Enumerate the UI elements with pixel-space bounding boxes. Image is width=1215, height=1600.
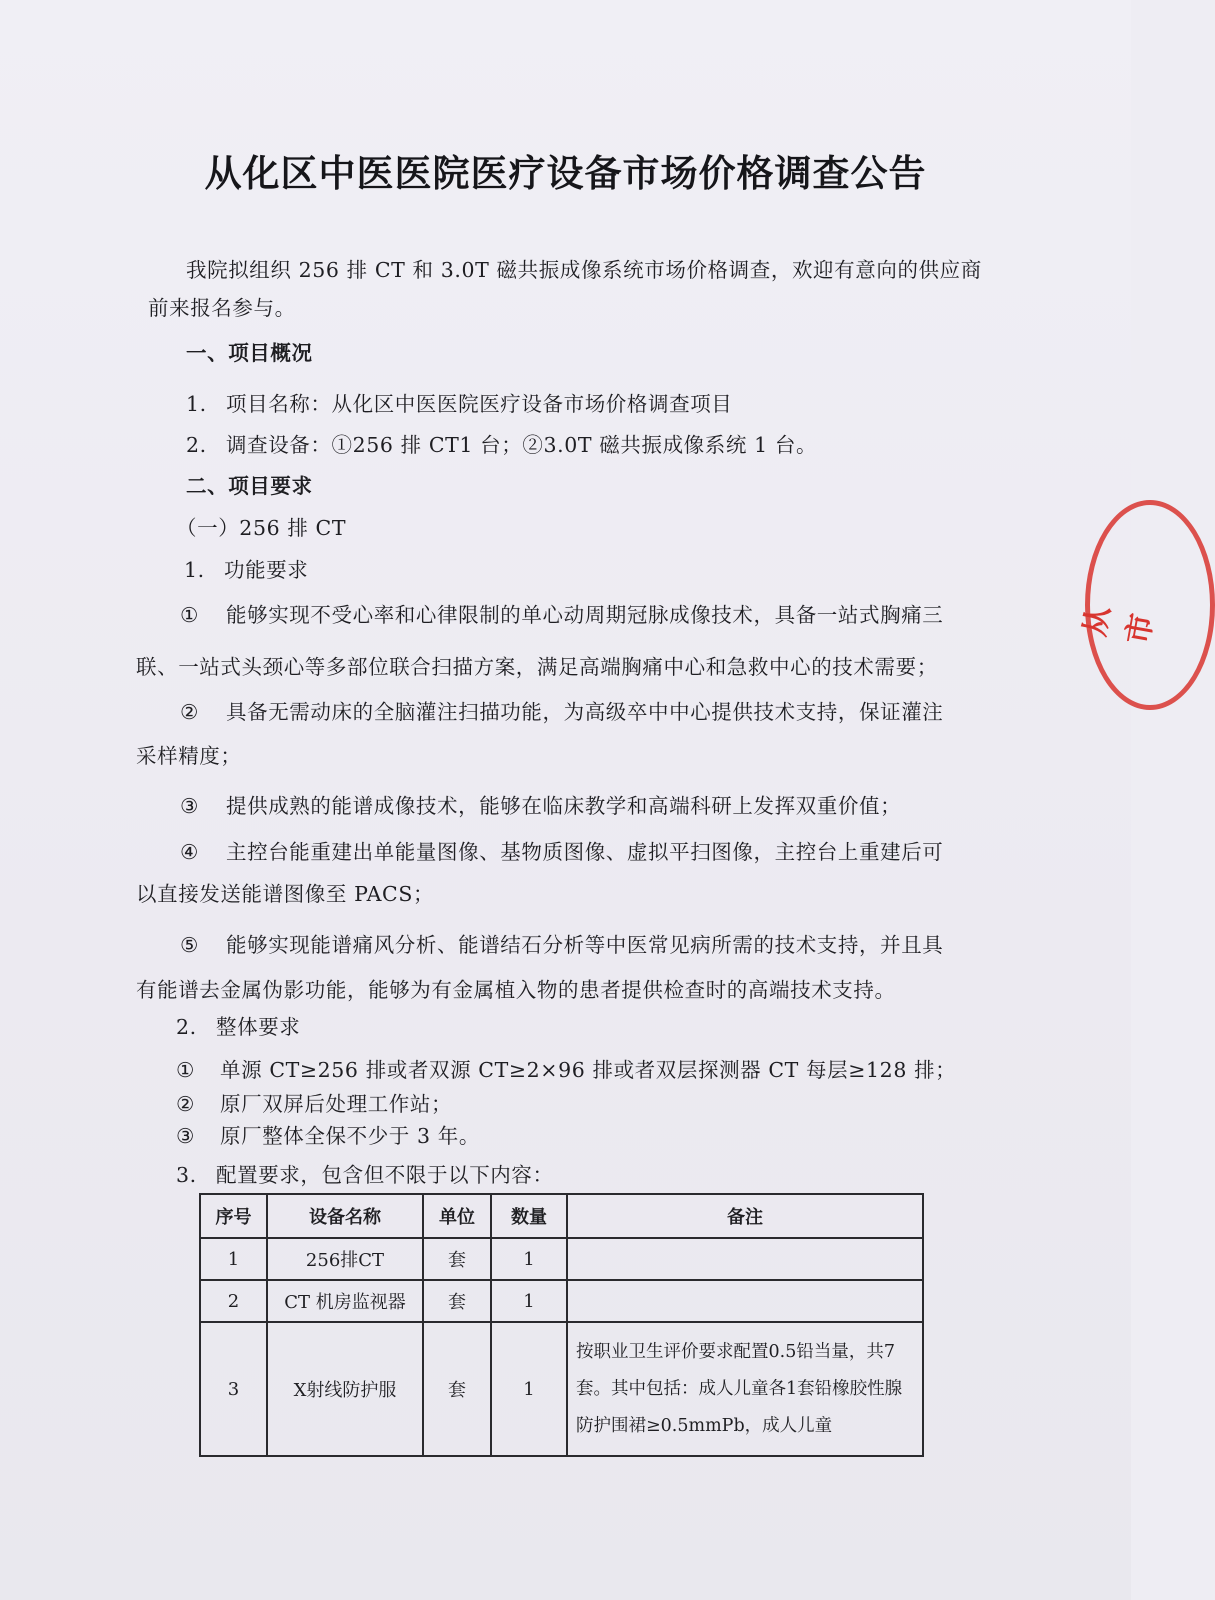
function-requirements-heading <box>184 558 308 582</box>
item-number: 2. <box>186 433 207 457</box>
item-number: 3. <box>176 1163 197 1187</box>
table-header-row <box>200 1194 923 1238</box>
table-cell: 套 <box>423 1280 491 1322</box>
function-item-4-line-2: 以直接发送能谱图像至 PACS； <box>136 882 435 906</box>
circled-number: ① <box>180 603 199 627</box>
table-cell: 256排CT <box>267 1238 423 1280</box>
overall-item-1 <box>176 1058 956 1082</box>
document-title: 从化区中医医院医疗设备市场价格调查公告 <box>204 152 927 195</box>
table-row <box>200 1238 923 1280</box>
table-cell: 1 <box>200 1238 267 1280</box>
table-header-cell: 设备名称 <box>267 1194 423 1238</box>
config-requirements-heading <box>176 1163 554 1187</box>
circled-number: ② <box>180 700 199 724</box>
table-cell: 1 <box>491 1322 567 1456</box>
item-text: 主控台能重建出单能量图像、基物质图像、虚拟平扫图像，主控台上重建后可 <box>226 840 944 864</box>
table-cell: 套 <box>423 1322 491 1456</box>
item-text: 能够实现不受心率和心律限制的单心动周期冠脉成像技术，具备一站式胸痛三 <box>226 603 944 627</box>
table-cell: CT 机房监视器 <box>267 1280 423 1322</box>
item-number: 1. <box>184 558 205 582</box>
table-header-cell: 单位 <box>423 1194 491 1238</box>
official-seal <box>1085 500 1215 710</box>
table-cell <box>567 1238 923 1280</box>
item-number: 1. <box>186 392 207 416</box>
item-text: 原厂双屏后处理工作站； <box>220 1092 453 1116</box>
table-row <box>200 1322 923 1456</box>
table-cell: 套 <box>423 1238 491 1280</box>
table-cell: 1 <box>491 1280 567 1322</box>
table-header-cell: 数量 <box>491 1194 567 1238</box>
circled-number: ⑤ <box>180 933 199 957</box>
item-text: 原厂整体全保不少于 3 年。 <box>220 1124 480 1148</box>
equipment-table <box>199 1193 924 1457</box>
circled-number: ③ <box>176 1124 195 1148</box>
function-item-3-line-1 <box>180 794 901 818</box>
intro-line-2: 前来报名参与。 <box>148 296 296 320</box>
table-cell: 3 <box>200 1322 267 1456</box>
table-header-cell: 备注 <box>567 1194 923 1238</box>
item-text: 能够实现能谱痛风分析、能谱结石分析等中医常见病所需的技术支持，并且具 <box>226 933 944 957</box>
overall-item-3 <box>176 1124 480 1148</box>
table-row <box>200 1280 923 1322</box>
item-text: 调查设备：①256 排 CT1 台；②3.0T 磁共振成像系统 1 台。 <box>226 433 818 457</box>
item-number: 2. <box>176 1015 197 1039</box>
item-text: 具备无需动床的全脑灌注扫描功能，为高级卒中中心提供技术支持，保证灌注 <box>226 700 944 724</box>
function-item-1-line-1 <box>180 603 943 627</box>
function-item-4-line-1 <box>180 840 943 864</box>
table-cell: X射线防护服 <box>267 1322 423 1456</box>
intro-line-1: 我院拟组织 256 排 CT 和 3.0T 磁共振成像系统市场价格调查，欢迎有意向的供应商 <box>186 258 982 282</box>
section-1-item-1 <box>186 392 732 416</box>
item-text: 提供成熟的能谱成像技术，能够在临床教学和高端科研上发挥双重价值； <box>226 794 902 818</box>
circled-number: ② <box>176 1092 195 1116</box>
table-header-cell: 序号 <box>200 1194 267 1238</box>
function-item-5-line-1 <box>180 933 943 957</box>
item-text: 功能要求 <box>224 558 309 582</box>
overall-item-2 <box>176 1092 452 1116</box>
item-text: 配置要求，包含但不限于以下内容： <box>216 1163 554 1187</box>
function-item-2-line-1 <box>180 700 943 724</box>
circled-number: ③ <box>180 794 199 818</box>
table-cell: 按职业卫生评价要求配置0.5铅当量，共7套。其中包括：成人儿童各1套铅橡胶性腺防护围裙≥0.5mmPb，成人儿童 <box>567 1322 923 1456</box>
section-1-item-2 <box>186 433 817 457</box>
section-2-sub-heading: （一）256 排 CT <box>176 516 347 540</box>
circled-number: ④ <box>180 840 199 864</box>
overall-requirements-heading <box>176 1015 300 1039</box>
function-item-2-line-2: 采样精度； <box>136 744 242 768</box>
table-cell: 2 <box>200 1280 267 1322</box>
item-text: 项目名称：从化区中医医院医疗设备市场价格调查项目 <box>226 392 733 416</box>
official-seal-text: 从市 <box>1077 603 1161 647</box>
circled-number: ① <box>176 1058 195 1082</box>
function-item-1-line-2: 联、一站式头颈心等多部位联合扫描方案，满足高端胸痛中心和急救中心的技术需要； <box>136 655 938 679</box>
item-text: 整体要求 <box>216 1015 301 1039</box>
table-cell <box>567 1280 923 1322</box>
table-cell: 1 <box>491 1238 567 1280</box>
section-2-heading: 二、项目要求 <box>186 474 313 498</box>
section-1-heading: 一、项目概况 <box>186 341 313 365</box>
item-text: 单源 CT≥256 排或者双源 CT≥2×96 排或者双层探测器 CT 每层≥128 排； <box>220 1058 957 1082</box>
function-item-5-line-2: 有能谱去金属伪影功能，能够为有金属植入物的患者提供检查时的高端技术支持。 <box>136 978 896 1002</box>
